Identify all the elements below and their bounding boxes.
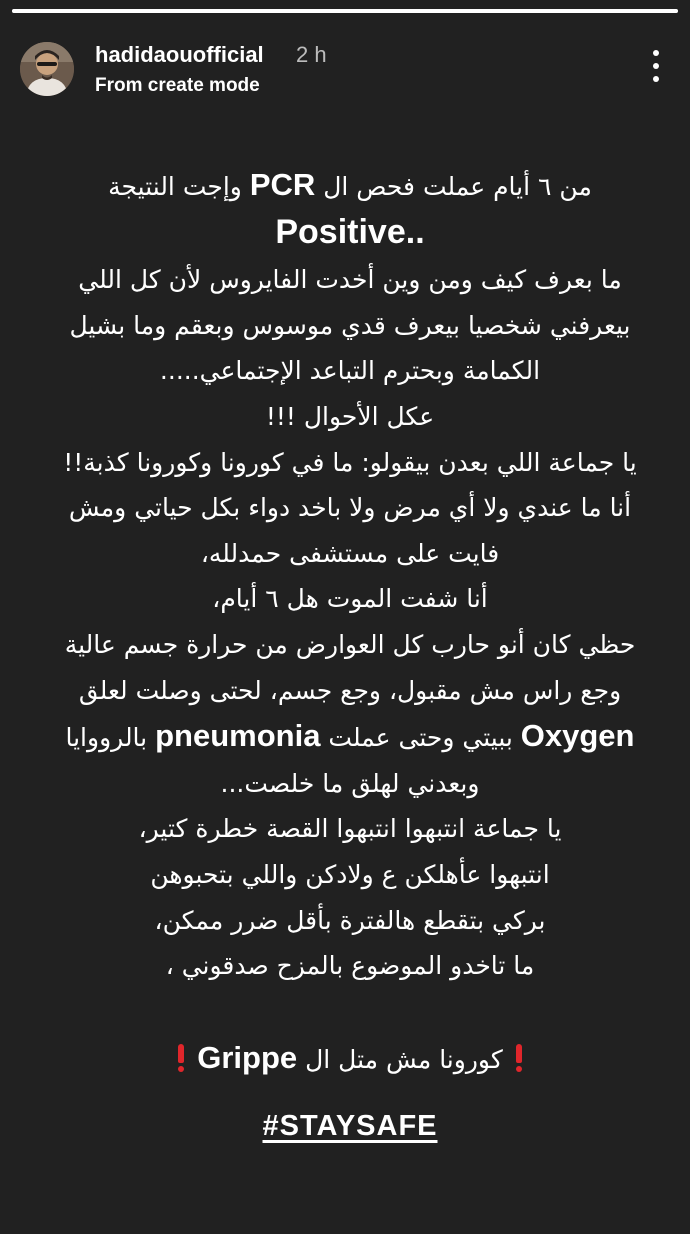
text-line: وبعدني لهلق ما خلصت... xyxy=(220,768,480,798)
text-line: يا جماعة انتبهوا انتبهوا القصة خطرة كتير، xyxy=(138,814,562,844)
story-progress-fill xyxy=(12,9,678,13)
oxygen-term: Oxygen xyxy=(520,718,635,754)
exclamation-icon xyxy=(177,1044,185,1072)
profile-photo-icon xyxy=(20,42,74,96)
text-span: بالرووايا xyxy=(65,723,148,753)
spacer xyxy=(20,1082,680,1104)
more-dot xyxy=(653,76,659,82)
story-mode-label[interactable]: From create mode xyxy=(95,75,260,96)
story-header xyxy=(20,40,670,100)
spacer xyxy=(20,989,680,1035)
avatar[interactable] xyxy=(20,42,74,96)
story-text xyxy=(20,162,680,1150)
text-line: الكمامة وبحترم التباعد الإجتماعي..... xyxy=(159,356,541,386)
text-line xyxy=(20,210,680,258)
text-span: وإجت النتيجة xyxy=(108,172,242,201)
text-line xyxy=(20,1104,680,1150)
text-span: كورونا مش متل ال xyxy=(305,1044,503,1074)
hashtag-staysafe[interactable]: #STAYSAFE xyxy=(262,1110,438,1143)
more-vertical-icon[interactable] xyxy=(648,50,664,84)
grippe-term: Grippe xyxy=(197,1039,298,1075)
text-line: أنا شفت الموت هل ٦ أيام، xyxy=(212,584,488,614)
text-line xyxy=(20,1035,680,1083)
text-line xyxy=(20,713,680,761)
pcr-term: PCR xyxy=(249,167,316,202)
text-line: بركي بتقطع هالفترة بأقل ضرر ممكن، xyxy=(154,905,546,935)
story-progress-bar xyxy=(12,9,678,13)
text-span: من ٦ أيام عملت فحص ال xyxy=(323,172,592,201)
story-username[interactable]: hadidaouofficial xyxy=(95,42,264,67)
more-dot xyxy=(653,63,659,69)
text-line: بيعرفني شخصيا بيعرف قدي موسوس وبعقم وما بشيل xyxy=(69,310,631,340)
text-line: يا جماعة اللي بعدن بيقولو: ما في كورونا وكورونا كذبة!! xyxy=(63,447,637,477)
story-timestamp: 2 h xyxy=(296,42,327,67)
exclamation-icon xyxy=(515,1044,523,1072)
positive-term: Positive.. xyxy=(275,212,425,251)
more-dot xyxy=(653,50,659,56)
text-line: فايت على مستشفى حمدلله، xyxy=(200,538,500,568)
text-line: حظي كان أنو حارب كل العوارض من حرارة جسم عالية xyxy=(64,629,636,659)
text-line: أنا ما عندي ولا أي مرض ولا باخد دواء بكل حياتي ومش xyxy=(68,493,632,523)
pneumonia-term: pneumonia xyxy=(155,718,321,754)
text-line xyxy=(20,162,680,210)
text-line: انتبهوا عأهلكن ع ولادكن واللي بتحبوهن xyxy=(150,859,550,889)
text-line: ما بعرف كيف ومن وين أخدت الفايروس لأن كل اللي xyxy=(78,265,622,295)
text-line: ما تاخدو الموضوع بالمزح صدقوني ، xyxy=(165,951,535,981)
text-span: ببيتي وحتى عملت xyxy=(328,723,513,753)
text-line: وجع راس مش مقبول، وجع جسم، لحتى وصلت لعلق xyxy=(78,675,622,705)
text-line: عكل الأحوال !!! xyxy=(265,401,435,431)
